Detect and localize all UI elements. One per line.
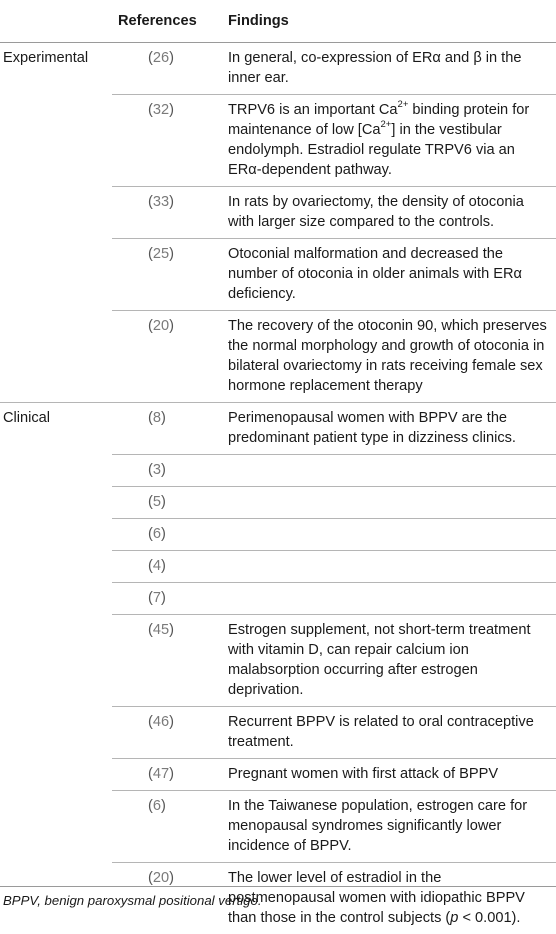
row-findings (228, 455, 556, 487)
row-category (0, 759, 112, 791)
paren-close: ) (161, 526, 166, 542)
paren-open: ( (148, 622, 153, 638)
row-category (0, 487, 112, 519)
paren-open: ( (148, 462, 153, 478)
row-category (0, 95, 112, 187)
row-findings (228, 583, 556, 615)
paren-open: ( (148, 526, 153, 542)
table-row (0, 707, 556, 759)
row-reference[interactable] (112, 759, 228, 791)
citation-link[interactable]: 20 (153, 318, 169, 334)
header-findings: Findings (228, 0, 556, 43)
row-reference[interactable] (112, 487, 228, 519)
paren-close: ) (169, 714, 174, 730)
row-category (0, 455, 112, 487)
row-findings: In rats by ovariectomy, the density of otoconia with larger size compared to the controls. (228, 187, 556, 239)
row-reference[interactable] (112, 707, 228, 759)
table-row (0, 239, 556, 311)
row-reference[interactable] (112, 583, 228, 615)
row-reference[interactable] (112, 311, 228, 403)
table-row (0, 403, 556, 455)
paren-close: ) (169, 194, 174, 210)
row-findings: Recurrent BPPV is related to oral contraceptive treatment. (228, 707, 556, 759)
paren-close: ) (161, 494, 166, 510)
row-reference[interactable] (112, 615, 228, 707)
row-category (0, 311, 112, 403)
row-category (0, 551, 112, 583)
paren-close: ) (161, 590, 166, 606)
footnote-divider (0, 886, 556, 887)
table-row (0, 519, 556, 551)
row-reference[interactable] (112, 187, 228, 239)
row-findings: Pregnant women with first attack of BPPV (228, 759, 556, 791)
row-category (0, 707, 112, 759)
paren-close: ) (169, 766, 174, 782)
row-category (0, 583, 112, 615)
paren-open: ( (148, 102, 153, 118)
row-category (0, 519, 112, 551)
paren-open: ( (148, 494, 153, 510)
table-row (0, 615, 556, 707)
paren-open: ( (148, 318, 153, 334)
row-reference[interactable] (112, 455, 228, 487)
citation-link[interactable]: 5 (153, 494, 161, 510)
citation-link[interactable]: 7 (153, 590, 161, 606)
row-reference[interactable] (112, 43, 228, 95)
row-reference[interactable] (112, 239, 228, 311)
citation-link[interactable]: 26 (153, 50, 169, 66)
table-row (0, 455, 556, 487)
table-row (0, 551, 556, 583)
row-category (0, 791, 112, 863)
paren-open: ( (148, 766, 153, 782)
table-row (0, 791, 556, 863)
table-body (0, 43, 556, 934)
paren-close: ) (169, 102, 174, 118)
paren-open: ( (148, 590, 153, 606)
citation-link[interactable]: 33 (153, 194, 169, 210)
paren-open: ( (148, 558, 153, 574)
paren-close: ) (169, 870, 174, 886)
paren-open: ( (148, 798, 153, 814)
row-reference[interactable] (112, 95, 228, 187)
table-footnote: BPPV, benign paroxysmal positional vertigo. (3, 893, 262, 908)
paren-close: ) (161, 558, 166, 574)
table-row (0, 759, 556, 791)
row-findings: In the Taiwanese population, estrogen care for menopausal syndromes significantly lower incidence of BPPV. (228, 791, 556, 863)
row-findings: TRPV6 is an important $Ca^{2+}$ binding protein for maintenance of low $[Ca^{2+}]$ in the vestibular endolymph. Estradiol regulate TRPV6 via an ERα-dependent pathway. (228, 95, 556, 187)
citation-link[interactable]: 8 (153, 410, 161, 426)
table-header-row (0, 0, 556, 43)
citation-link[interactable]: 47 (153, 766, 169, 782)
paren-open: ( (148, 194, 153, 210)
table-row (0, 583, 556, 615)
paren-close: ) (169, 50, 174, 66)
table-row (0, 487, 556, 519)
citation-link[interactable]: 6 (153, 798, 161, 814)
paren-open: ( (148, 410, 153, 426)
row-reference[interactable] (112, 551, 228, 583)
table-row (0, 43, 556, 95)
citation-link[interactable]: 25 (153, 246, 169, 262)
row-findings: In general, co-expression of ERα and β in the inner ear. (228, 43, 556, 95)
row-category (0, 615, 112, 707)
row-findings: Estrogen supplement, not short-term treatment with vitamin D, can repair calcium ion malabsorption occurring after estrogen deprivation. (228, 615, 556, 707)
row-reference[interactable] (112, 791, 228, 863)
row-category: Experimental (0, 43, 112, 95)
paren-open: ( (148, 714, 153, 730)
citation-link[interactable]: 45 (153, 622, 169, 638)
table-row (0, 95, 556, 187)
row-findings: The recovery of the otoconin 90, which preserves the normal morphology and growth of otoconia in bilateral ovariectomy in rats receiving female sex hormone replacement therapy (228, 311, 556, 403)
paren-open: ( (148, 870, 153, 886)
citation-link[interactable]: 32 (153, 102, 169, 118)
row-findings: The lower level of estradiol in the postmenopausal women with idiopathic BPPV than those in the control subjects (p < 0.001). (228, 863, 556, 934)
paren-close: ) (169, 318, 174, 334)
paren-open: ( (148, 50, 153, 66)
paren-open: ( (148, 246, 153, 262)
paren-close: ) (161, 462, 166, 478)
citation-link[interactable]: 3 (153, 462, 161, 478)
row-reference[interactable] (112, 519, 228, 551)
header-references: References (112, 0, 228, 43)
paren-close: ) (169, 246, 174, 262)
citation-link[interactable]: 46 (153, 714, 169, 730)
row-findings: Otoconial malformation and decreased the number of otoconia in older animals with ERα deficiency. (228, 239, 556, 311)
table-row (0, 187, 556, 239)
paren-close: ) (161, 798, 166, 814)
header-category (0, 0, 112, 43)
row-category: Clinical (0, 403, 112, 455)
row-findings (228, 519, 556, 551)
citation-link[interactable]: 20 (153, 870, 169, 886)
row-category (0, 239, 112, 311)
paren-close: ) (161, 410, 166, 426)
citation-link[interactable]: 4 (153, 558, 161, 574)
row-findings (228, 551, 556, 583)
row-category (0, 187, 112, 239)
row-findings: Perimenopausal women with BPPV are the predominant patient type in dizziness clinics. (228, 403, 556, 455)
table-row (0, 311, 556, 403)
row-reference[interactable] (112, 403, 228, 455)
paren-close: ) (169, 622, 174, 638)
citation-link[interactable]: 6 (153, 526, 161, 542)
row-findings (228, 487, 556, 519)
